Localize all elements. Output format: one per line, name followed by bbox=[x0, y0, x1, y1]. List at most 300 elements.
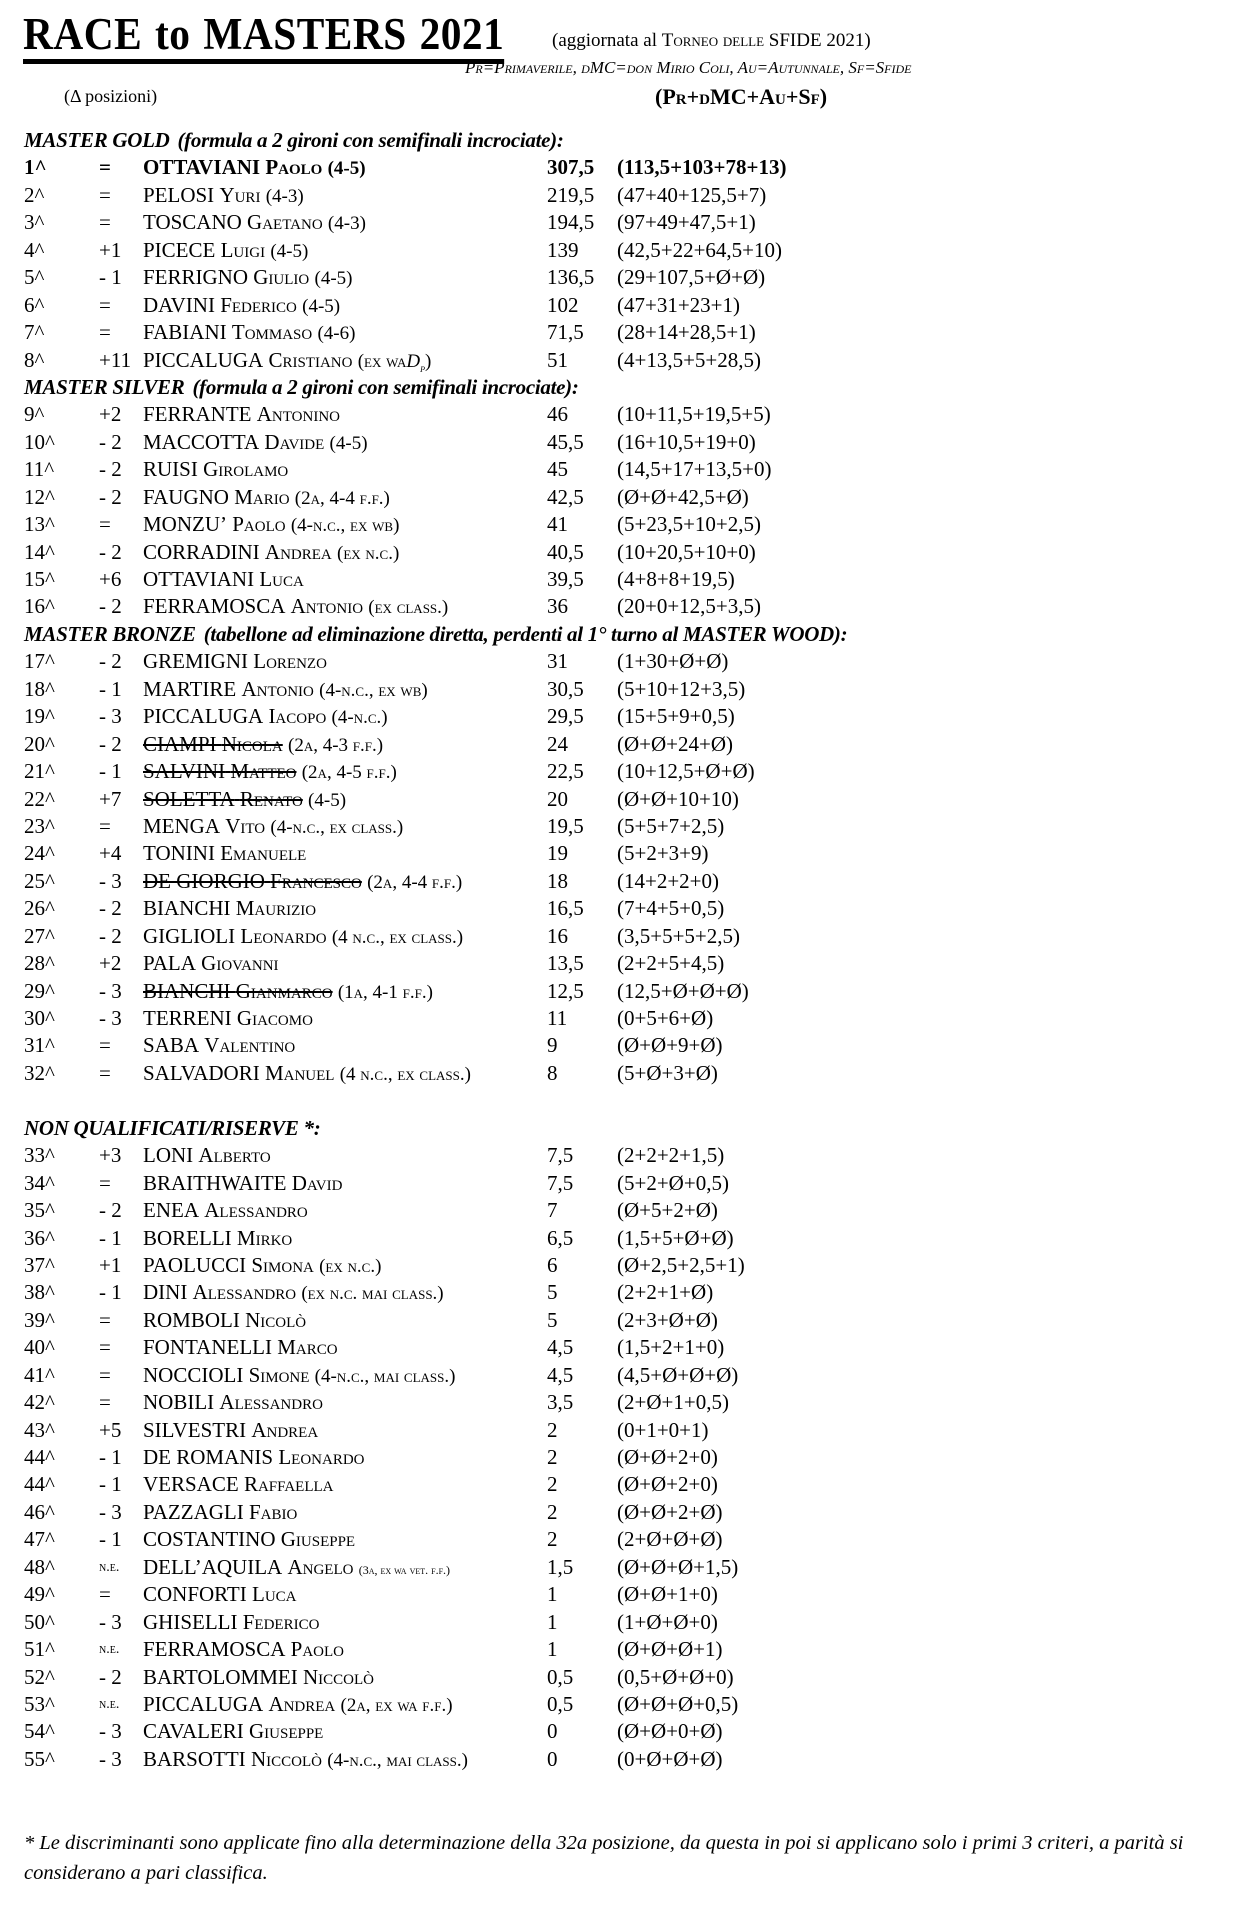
player-fullname bbox=[143, 1033, 295, 1057]
player-fullname bbox=[143, 402, 340, 426]
player-note: (2a, 4-3 f.f.) bbox=[288, 734, 384, 756]
player-note: (4-n.c., ex wb) bbox=[290, 515, 400, 537]
rank: 50^ bbox=[24, 1609, 55, 1634]
player-name bbox=[143, 264, 352, 292]
given-name: Angelo bbox=[287, 1554, 354, 1579]
surname: PELOSI bbox=[143, 182, 215, 207]
player-note: (4-5) bbox=[302, 295, 341, 317]
position-change: = bbox=[99, 155, 111, 180]
player-name bbox=[143, 1609, 319, 1636]
score-breakdown: (14+2+2+0) bbox=[617, 868, 720, 893]
position-change: - 3 bbox=[99, 1719, 122, 1744]
score-breakdown: (5+23,5+10+2,5) bbox=[617, 512, 762, 537]
rank: 41^ bbox=[24, 1362, 55, 1387]
given-name: Antonino bbox=[256, 402, 340, 427]
spacer bbox=[24, 1087, 1224, 1114]
rank: 10^ bbox=[24, 429, 55, 454]
ranking-row bbox=[24, 429, 1224, 456]
rank: 39^ bbox=[24, 1307, 55, 1332]
rank: 3^ bbox=[24, 210, 45, 235]
score-breakdown: (Ø+Ø+Ø+0,5) bbox=[617, 1691, 739, 1716]
rank: 44^ bbox=[24, 1472, 55, 1497]
score-breakdown: (0+5+6+Ø) bbox=[617, 1006, 714, 1030]
ranking-row bbox=[24, 978, 1224, 1005]
player-fullname bbox=[143, 512, 286, 536]
given-name: Niccolò bbox=[302, 1664, 374, 1689]
given-name: Alessandro bbox=[219, 1390, 323, 1415]
rank: 17^ bbox=[24, 649, 55, 674]
position-change: +11 bbox=[99, 347, 132, 372]
ranking-row bbox=[24, 292, 1224, 319]
position-change: - 3 bbox=[99, 978, 122, 1003]
section-title: MASTER BRONZE bbox=[24, 621, 196, 646]
position-change: - 3 bbox=[99, 868, 122, 893]
score-breakdown: (2+3+Ø+Ø) bbox=[617, 1307, 718, 1332]
given-name: Paolo bbox=[265, 155, 323, 180]
player-name bbox=[143, 1554, 450, 1584]
given-name: Tommaso bbox=[231, 320, 313, 345]
total-score: 30,5 bbox=[547, 676, 584, 701]
rank: 35^ bbox=[24, 1198, 55, 1223]
player-fullname bbox=[143, 1719, 323, 1743]
player-fullname bbox=[143, 457, 288, 481]
ranking-row bbox=[24, 676, 1224, 703]
player-fullname bbox=[143, 869, 362, 893]
surname: SILVESTRI bbox=[143, 1417, 247, 1442]
surname: ROMBOLI bbox=[143, 1307, 240, 1332]
player-name bbox=[143, 593, 448, 621]
surname: SALVINI bbox=[143, 759, 226, 784]
given-name: Maurizio bbox=[235, 896, 317, 921]
position-change: - 2 bbox=[99, 457, 122, 482]
given-name: Leonardo bbox=[278, 1445, 365, 1469]
tournament-legend: Pr=Primaverile, dMC=don Mirio Coli, Au=Autunnale, Sf=Sfide bbox=[465, 58, 912, 77]
player-fullname bbox=[143, 348, 352, 372]
total-score: 18 bbox=[547, 868, 568, 893]
rank: 38^ bbox=[24, 1280, 55, 1305]
ranking-row bbox=[24, 1609, 1224, 1636]
total-score: 40,5 bbox=[547, 539, 584, 564]
total-score: 12,5 bbox=[547, 978, 584, 1003]
player-fullname bbox=[143, 1418, 318, 1442]
total-score: 45,5 bbox=[547, 429, 584, 454]
player-fullname bbox=[143, 1061, 334, 1085]
section-title: MASTER GOLD bbox=[24, 128, 170, 152]
surname: BORELLI bbox=[143, 1225, 232, 1250]
surname: PICCALUGA bbox=[143, 347, 264, 372]
ranking-row bbox=[24, 895, 1224, 922]
score-breakdown: (12,5+Ø+Ø+Ø) bbox=[617, 978, 749, 1003]
ranking-row bbox=[24, 703, 1224, 730]
player-name bbox=[143, 1307, 306, 1334]
total-score: 307,5 bbox=[547, 155, 595, 180]
player-name bbox=[143, 1279, 444, 1307]
position-change: +6 bbox=[99, 567, 122, 591]
dp-letter: D bbox=[406, 350, 421, 372]
position-change: - 2 bbox=[99, 923, 122, 948]
position-change: - 1 bbox=[99, 1280, 122, 1305]
player-note: (1a, 4-1 f.f.) bbox=[337, 981, 433, 1003]
position-change: = bbox=[99, 1307, 111, 1332]
ranking-row bbox=[24, 209, 1224, 236]
player-fullname bbox=[143, 293, 297, 317]
player-note: (ex n.c. mai class.) bbox=[301, 1283, 444, 1305]
total-score: 2 bbox=[547, 1417, 558, 1442]
position-change: = bbox=[99, 210, 111, 235]
position-change: = bbox=[99, 320, 111, 345]
total-score: 0 bbox=[547, 1746, 558, 1771]
rank: 14^ bbox=[24, 539, 55, 564]
rank: 43^ bbox=[24, 1417, 55, 1442]
given-name: Paolo bbox=[232, 512, 286, 537]
total-score: 13,5 bbox=[547, 951, 584, 976]
total-score: 2 bbox=[547, 1445, 558, 1469]
player-fullname bbox=[143, 1555, 353, 1579]
given-name: Luca bbox=[252, 1582, 297, 1607]
given-name: Federico bbox=[242, 1609, 320, 1634]
player-name bbox=[143, 676, 428, 704]
player-note: (4-n.c., mai class.) bbox=[327, 1749, 468, 1771]
player-note: (4-n.c., ex wb) bbox=[319, 679, 428, 701]
rank: 46^ bbox=[24, 1499, 55, 1524]
rank: 53^ bbox=[24, 1691, 55, 1716]
rank: 54^ bbox=[24, 1719, 55, 1744]
score-breakdown: (5+10+12+3,5) bbox=[617, 676, 746, 701]
surname: DE GIORGIO bbox=[143, 868, 265, 893]
given-name: Vito bbox=[225, 813, 266, 838]
ranking-row bbox=[24, 840, 1224, 867]
ranking-row bbox=[24, 593, 1224, 620]
score-breakdown: (4,5+Ø+Ø+Ø) bbox=[617, 1362, 739, 1387]
total-score: 2 bbox=[547, 1527, 558, 1552]
position-change: - 1 bbox=[99, 759, 122, 784]
player-fullname bbox=[143, 1610, 319, 1634]
position-change: = bbox=[99, 1060, 111, 1085]
surname: MARTIRE bbox=[143, 676, 237, 701]
score-breakdown: (Ø+Ø+2+0) bbox=[617, 1472, 718, 1497]
position-change: n.e. bbox=[99, 1696, 120, 1712]
score-breakdown: (Ø+Ø+9+Ø) bbox=[617, 1033, 723, 1058]
surname: TOSCANO bbox=[143, 210, 242, 235]
player-note-end: ) bbox=[424, 350, 432, 372]
given-name: Andrea bbox=[264, 539, 332, 564]
rank: 34^ bbox=[24, 1170, 55, 1195]
score-breakdown: (Ø+5+2+Ø) bbox=[617, 1198, 718, 1223]
player-name bbox=[143, 1471, 334, 1498]
total-score: 4,5 bbox=[547, 1335, 574, 1360]
rank: 37^ bbox=[24, 1252, 55, 1277]
total-score: 9 bbox=[547, 1033, 558, 1058]
given-name: David bbox=[291, 1170, 343, 1195]
score-breakdown: (Ø+Ø+Ø+1) bbox=[617, 1637, 723, 1662]
score-breakdown: (47+31+23+1) bbox=[617, 292, 741, 317]
total-score: 45 bbox=[547, 457, 568, 482]
score-breakdown: (0+1+0+1) bbox=[617, 1417, 709, 1442]
ranking-row bbox=[24, 758, 1224, 785]
position-change: - 2 bbox=[99, 649, 122, 674]
given-name: Antonio bbox=[290, 594, 364, 619]
ranking-row bbox=[24, 539, 1224, 566]
rank: 2^ bbox=[24, 182, 45, 207]
position-change: - 2 bbox=[99, 594, 122, 619]
ranking-row bbox=[24, 1718, 1224, 1745]
total-score: 1 bbox=[547, 1637, 558, 1662]
section-description: (formula a 2 gironi con semifinali incrociate): bbox=[192, 374, 579, 399]
player-note: (4-3) bbox=[265, 185, 304, 207]
ranking-row bbox=[24, 347, 1224, 374]
rank: 24^ bbox=[24, 841, 55, 866]
section-description: (formula a 2 gironi con semifinali incrociate): bbox=[177, 128, 564, 152]
score-breakdown: (97+49+47,5+1) bbox=[617, 210, 756, 235]
player-name bbox=[143, 1691, 453, 1719]
total-score: 1,5 bbox=[547, 1554, 574, 1579]
given-name: Niccolò bbox=[250, 1746, 322, 1771]
player-fullname bbox=[143, 1171, 342, 1195]
position-change: - 1 bbox=[99, 1225, 122, 1250]
dp-subscript: p bbox=[420, 362, 425, 375]
surname: PALA bbox=[143, 951, 196, 976]
position-change: = bbox=[99, 813, 111, 838]
player-fullname bbox=[143, 1747, 322, 1771]
position-change: - 2 bbox=[99, 896, 122, 921]
score-breakdown: (5+Ø+3+Ø) bbox=[617, 1060, 718, 1085]
surname: FONTANELLI bbox=[143, 1335, 272, 1360]
total-score: 139 bbox=[547, 237, 579, 262]
rank: 31^ bbox=[24, 1033, 55, 1058]
player-fullname bbox=[143, 677, 314, 701]
player-name bbox=[143, 1636, 344, 1663]
player-fullname bbox=[143, 485, 290, 509]
position-change: - 2 bbox=[99, 1198, 122, 1223]
score-breakdown: (2+2+5+4,5) bbox=[617, 951, 725, 976]
total-score: 3,5 bbox=[547, 1390, 574, 1415]
player-note: (4 n.c., ex class.) bbox=[339, 1063, 471, 1085]
player-name bbox=[143, 1362, 455, 1390]
rank: 18^ bbox=[24, 676, 55, 701]
position-change: = bbox=[99, 1033, 111, 1058]
score-breakdown: (5+2+3+9) bbox=[617, 841, 709, 866]
ranking-row bbox=[24, 1554, 1224, 1581]
position-change: +5 bbox=[99, 1417, 122, 1442]
player-name bbox=[143, 1005, 313, 1032]
player-name bbox=[143, 237, 308, 265]
ranking-row bbox=[24, 182, 1224, 209]
total-score: 4,5 bbox=[547, 1362, 574, 1387]
given-name: Andrea bbox=[268, 1691, 336, 1716]
position-change: = bbox=[99, 1390, 111, 1415]
ranking-row bbox=[24, 1307, 1224, 1334]
player-name bbox=[143, 950, 279, 977]
surname: ENEA bbox=[143, 1198, 199, 1223]
score-breakdown: (Ø+Ø+1+0) bbox=[617, 1582, 718, 1607]
rank: 8^ bbox=[24, 347, 45, 372]
player-name bbox=[143, 429, 368, 457]
player-fullname bbox=[143, 1665, 374, 1689]
ranking-row bbox=[24, 1362, 1224, 1389]
ranking-row bbox=[24, 1005, 1224, 1032]
position-change: +4 bbox=[99, 841, 122, 866]
player-fullname bbox=[143, 567, 304, 591]
given-name: Iacopo bbox=[268, 704, 327, 729]
ranking-row bbox=[24, 456, 1224, 483]
ranking-row bbox=[24, 868, 1224, 895]
position-change: - 2 bbox=[99, 1664, 122, 1689]
ranking-row bbox=[24, 1526, 1224, 1553]
score-breakdown: (10+20,5+10+0) bbox=[617, 539, 756, 564]
surname: NOCCIOLI bbox=[143, 1362, 244, 1387]
score-breakdown: (0+Ø+Ø+Ø) bbox=[617, 1746, 723, 1771]
total-score: 136,5 bbox=[547, 265, 595, 290]
total-score: 19 bbox=[547, 841, 568, 866]
ranking-row bbox=[24, 731, 1224, 758]
given-name: Giuseppe bbox=[249, 1719, 324, 1744]
ranking-row bbox=[24, 1746, 1224, 1773]
ranking-row bbox=[24, 1279, 1224, 1306]
ranking-row bbox=[24, 1471, 1224, 1498]
surname: FABIANI bbox=[143, 320, 227, 345]
ranking-row bbox=[24, 401, 1224, 428]
surname: NOBILI bbox=[143, 1390, 215, 1415]
surname: CAVALERI bbox=[143, 1719, 244, 1744]
score-breakdown: (2+Ø+Ø+Ø) bbox=[617, 1527, 723, 1552]
player-note: (ex n.c.) bbox=[319, 1255, 382, 1277]
total-score: 31 bbox=[547, 649, 568, 674]
total-score: 5 bbox=[547, 1280, 558, 1305]
section-heading bbox=[24, 1115, 1224, 1142]
player-name bbox=[143, 840, 306, 867]
total-score: 194,5 bbox=[547, 210, 595, 235]
ranking-row bbox=[24, 566, 1224, 593]
score-breakdown: (3,5+5+5+2,5) bbox=[617, 923, 741, 948]
section-title: NON QUALIFICATI/RISERVE *: bbox=[24, 1115, 321, 1140]
total-score: 1 bbox=[547, 1582, 558, 1607]
delta-column-header: (Δ posizioni) bbox=[64, 86, 158, 106]
player-fullname bbox=[143, 1500, 297, 1524]
ranking-row bbox=[24, 1197, 1224, 1224]
position-change: - 2 bbox=[99, 539, 122, 564]
section-heading bbox=[24, 374, 1224, 401]
score-breakdown: (4+13,5+5+28,5) bbox=[617, 347, 762, 372]
player-fullname bbox=[143, 1253, 314, 1277]
surname: DE ROMANIS bbox=[143, 1445, 274, 1469]
score-breakdown: (29+107,5+Ø+Ø) bbox=[617, 265, 766, 290]
player-fullname bbox=[143, 1198, 308, 1222]
total-score: 24 bbox=[547, 731, 568, 756]
surname: FERRAMOSCA bbox=[143, 1637, 286, 1662]
ranking-row bbox=[24, 1664, 1224, 1691]
given-name: Giacomo bbox=[236, 1006, 313, 1030]
update-note-tournament: Torneo delle bbox=[661, 30, 769, 51]
player-fullname bbox=[143, 1143, 271, 1167]
position-change: - 2 bbox=[99, 484, 122, 509]
player-fullname bbox=[143, 979, 333, 1003]
rank: 27^ bbox=[24, 923, 55, 948]
ranking-row bbox=[24, 1499, 1224, 1526]
player-fullname bbox=[143, 1472, 334, 1496]
given-name: Yuri bbox=[219, 182, 261, 207]
given-name: Matteo bbox=[230, 759, 297, 784]
player-name bbox=[143, 978, 433, 1006]
player-note: (4-6) bbox=[317, 323, 356, 345]
surname: DINI bbox=[143, 1280, 188, 1305]
rank: 7^ bbox=[24, 320, 45, 345]
rank: 32^ bbox=[24, 1060, 55, 1085]
surname: FAUGNO bbox=[143, 484, 229, 509]
player-fullname bbox=[143, 238, 265, 262]
score-breakdown: (2+Ø+1+0,5) bbox=[617, 1390, 729, 1415]
surname: BRAITHWAITE bbox=[143, 1170, 287, 1195]
player-fullname bbox=[143, 1445, 365, 1469]
player-note: (ex class.) bbox=[368, 597, 449, 619]
score-breakdown: (1+30+Ø+Ø) bbox=[617, 649, 729, 674]
ranking-row bbox=[24, 264, 1224, 291]
rank: 19^ bbox=[24, 704, 55, 729]
player-name bbox=[143, 1252, 381, 1280]
surname: FERRAMOSCA bbox=[143, 594, 286, 619]
player-fullname bbox=[143, 1006, 313, 1030]
surname: TONINI bbox=[143, 841, 215, 866]
player-fullname bbox=[143, 1308, 306, 1332]
player-note: (2a, 4-5 f.f.) bbox=[301, 762, 397, 784]
total-score: 219,5 bbox=[547, 182, 595, 207]
player-name bbox=[143, 923, 463, 951]
score-breakdown: (5+5+7+2,5) bbox=[617, 813, 725, 838]
total-score: 71,5 bbox=[547, 320, 584, 345]
ranking-list bbox=[24, 127, 1224, 1773]
player-fullname bbox=[143, 759, 296, 783]
player-name bbox=[143, 868, 462, 896]
position-change: - 2 bbox=[99, 429, 122, 454]
surname: PAOLUCCI bbox=[143, 1252, 247, 1277]
ranking-row bbox=[24, 1444, 1224, 1471]
score-breakdown: (Ø+Ø+2+Ø) bbox=[617, 1499, 723, 1524]
given-name: Renato bbox=[239, 786, 303, 811]
player-fullname bbox=[143, 951, 279, 975]
ranking-row bbox=[24, 813, 1224, 840]
rank: 26^ bbox=[24, 896, 55, 921]
surname: RUISI bbox=[143, 457, 198, 482]
surname: CIAMPI bbox=[143, 731, 217, 756]
player-name bbox=[143, 1142, 271, 1169]
section-description: (tabellone ad eliminazione diretta, perdenti al 1° turno al MASTER WOOD): bbox=[203, 621, 848, 646]
player-note: (4-5) bbox=[327, 158, 366, 180]
given-name: Luigi bbox=[220, 237, 266, 262]
surname: GREMIGNI bbox=[143, 649, 248, 674]
player-name bbox=[143, 1197, 308, 1224]
ranking-row bbox=[24, 1170, 1224, 1197]
given-name: Nicolò bbox=[245, 1307, 307, 1332]
ranking-row bbox=[24, 511, 1224, 538]
position-change: - 1 bbox=[99, 1445, 122, 1469]
player-note: (4-n.c.) bbox=[331, 707, 388, 729]
total-score: 5 bbox=[547, 1307, 558, 1332]
surname: OTTAVIANI bbox=[143, 155, 261, 180]
rank: 44^ bbox=[24, 1445, 55, 1469]
surname: FERRIGNO bbox=[143, 265, 249, 290]
rank: 48^ bbox=[24, 1554, 55, 1579]
position-change: - 1 bbox=[99, 265, 122, 290]
total-score: 0 bbox=[547, 1719, 558, 1744]
total-score: 36 bbox=[547, 594, 568, 619]
player-note: (ex wa bbox=[357, 350, 407, 372]
player-fullname bbox=[143, 594, 363, 618]
player-name bbox=[143, 813, 403, 841]
ranking-row bbox=[24, 1636, 1224, 1663]
player-name bbox=[143, 758, 397, 786]
given-name: Giuseppe bbox=[280, 1527, 356, 1552]
score-breakdown: (10+11,5+19,5+5) bbox=[617, 402, 771, 427]
player-note: (4-n.c., mai class.) bbox=[314, 1365, 456, 1387]
